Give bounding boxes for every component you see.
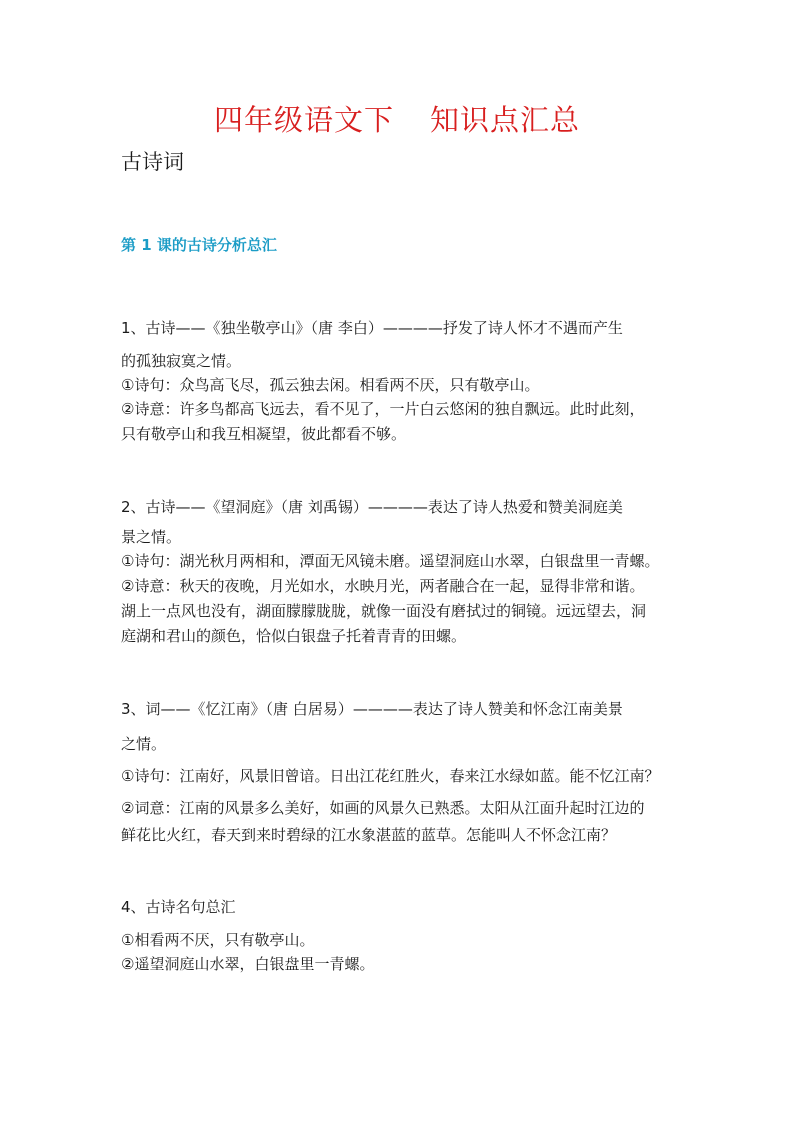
item-1-verse: ①诗句：众鸟高飞尽，孤云独去闲。相看两不厌，只有敬亭山。 <box>121 376 540 394</box>
item-2-heading-cont: 景之情。 <box>121 528 182 546</box>
page-title-part2: 知识点汇总 <box>430 103 581 137</box>
page-title <box>0 98 794 139</box>
item-1-meaning-1: ②诗意：许多鸟都高飞远去，看不见了，一片白云悠闲的独自飘远。此时此刻， <box>121 400 645 418</box>
page-title-part1: 四年级语文下 <box>213 103 394 137</box>
item-2-meaning-1: ②诗意：秋天的夜晚，月光如水，水映月光，两者融合在一起，显得非常和谐。 <box>121 577 645 595</box>
item-2-verse: ①诗句：湖光秋月两相和，潭面无风镜未磨。遥望洞庭山水翠，白银盘里一青螺。 <box>121 552 660 570</box>
item-3-heading: 3、词——《忆江南》（唐 白居易）————表达了诗人赞美和怀念江南美景 <box>121 700 623 718</box>
item-3-heading-cont: 之情。 <box>121 735 167 753</box>
item-4-heading: 4、古诗名句总汇 <box>121 898 236 916</box>
subsection-heading: 第 1 课的古诗分析总汇 <box>121 236 277 254</box>
item-3-meaning-2: 鲜花比火红，春天到来时碧绿的江水象湛蓝的蓝草。怎能叫人不怀念江南？ <box>121 826 617 844</box>
item-2-meaning-2: 湖上一点风也没有，湖面朦朦胧胧，就像一面没有磨拭过的铜镜。远远望去，洞 <box>121 602 647 620</box>
item-2-meaning-3: 庭湖和君山的颜色，恰似白银盘子托着青青的田螺。 <box>121 627 467 645</box>
item-4-line-2: ②遥望洞庭山水翠，白银盘里一青螺。 <box>121 955 375 973</box>
item-3-verse: ①诗句：江南好，风景旧曾谙。日出江花红胜火，春来江水绿如蓝。能不忆江南？ <box>121 767 660 785</box>
item-2-heading: 2、古诗——《望洞庭》（唐 刘禹锡）————表达了诗人热爱和赞美洞庭美 <box>121 498 623 516</box>
section-heading: 古诗词 <box>121 150 184 174</box>
item-1-meaning-2: 只有敬亭山和我互相凝望，彼此都看不够。 <box>121 425 407 443</box>
item-1-heading-cont: 的孤独寂寞之情。 <box>121 352 242 370</box>
item-3-meaning-1: ②词意：江南的风景多么美好，如画的风景久已熟悉。太阳从江面升起时江边的 <box>121 799 645 817</box>
item-4-line-1: ①相看两不厌，只有敬亭山。 <box>121 931 315 949</box>
item-1-heading: 1、古诗——《独坐敬亭山》（唐 李白）————抒发了诗人怀才不遇而产生 <box>121 319 623 337</box>
